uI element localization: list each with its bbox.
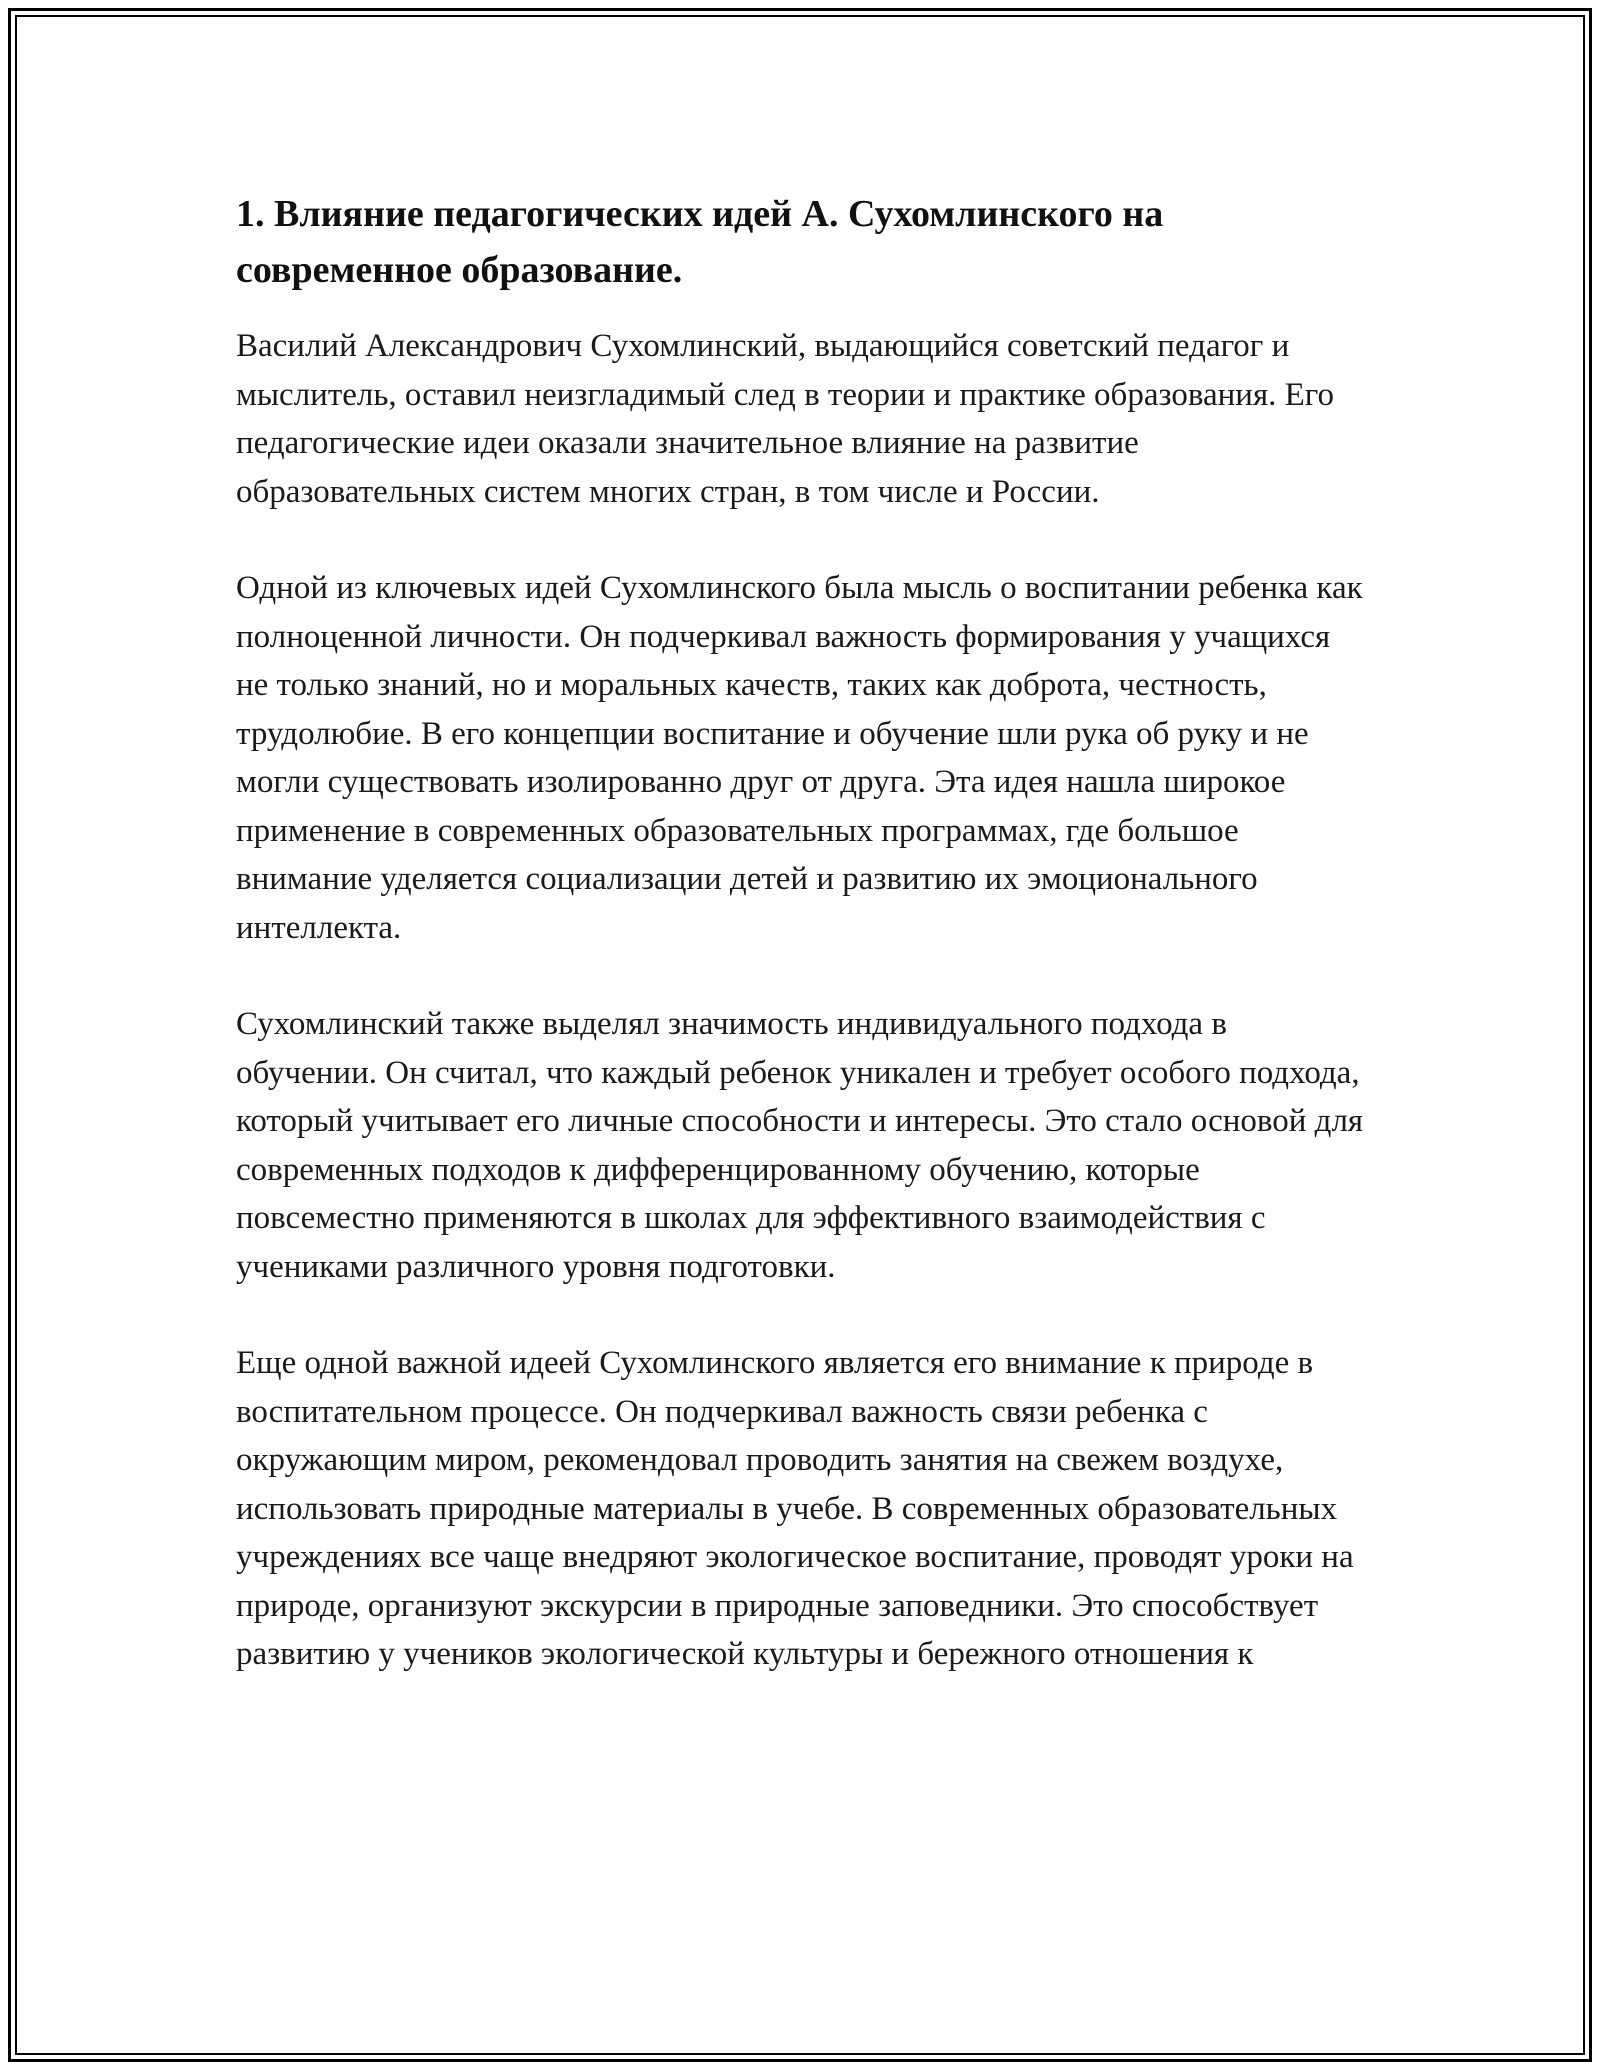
paragraph-intro: Василий Александрович Сухомлинский, выдающийся советский педагог и мыслитель, оставил неизгладимый след в теории и практике образования. Его педагогические идеи оказали значительное влияние на развитие образовательных систем многих стран, в том числе и России. <box>236 328 1334 510</box>
section-heading: 1. Влияние педагогических идей А. Сухомлинского на современное образование. <box>236 193 1164 291</box>
document-body <box>236 186 1366 1727</box>
paragraph-nature: Еще одной важной идеей Сухомлинского является его внимание к природе в воспитательном процессе. Он подчеркивал важность связи ребенка с окружающим миром, рекомендовал проводить занятия на свежем воздухе, использовать природные материалы в учебе. В современных образовательных учреждениях все чаще внедряют экологическое воспитание, проводят уроки на природе, организуют экскурсии в природные заповедники. Это способствует развитию у учеников экологической культуры и бережного отношения к <box>236 1345 1354 1672</box>
paragraph-individual-approach: Сухомлинский также выделял значимость индивидуального подхода в обучении. Он считал, что каждый ребенок уникален и требует особого подхода, который учитывает его личные способности и интересы. Это стало основой для современных подходов к дифференцированному обучению, которые повсеместно применяются в школах для эффективного взаимодействия с учениками различного уровня подготовки. <box>236 1006 1364 1285</box>
paragraph-personality: Одной из ключевых идей Сухомлинского была мысль о воспитании ребенка как полноценной личности. Он подчеркивал важность формирования у учащихся не только знаний, но и моральных качеств, таких как доброта, честность, трудолюбие. В его концепции воспитание и обучение шли рука об руку и не могли существовать изолированно друг от друга. Эта идея нашла широкое применение в современных образовательных программах, где большое внимание уделяется социализации детей и развитию их эмоционального интеллекта. <box>236 570 1363 946</box>
